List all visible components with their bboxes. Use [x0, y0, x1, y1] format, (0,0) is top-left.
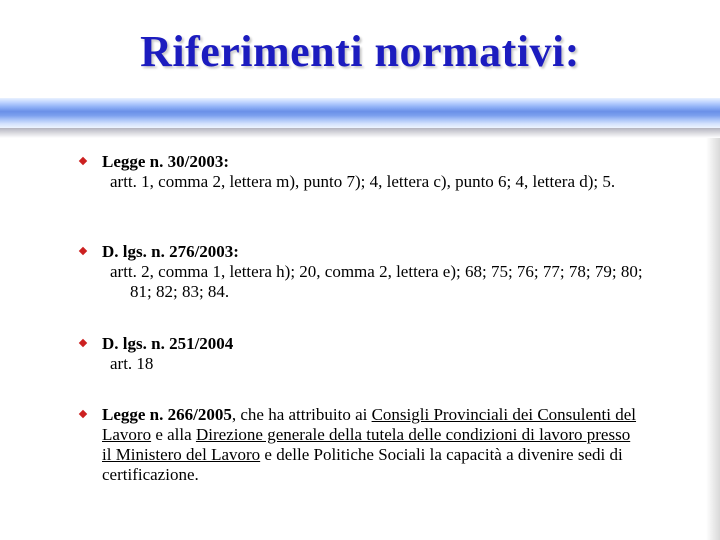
- item-detail: art. 18: [110, 354, 154, 373]
- slide-title: Riferimenti normativi:: [140, 27, 580, 76]
- item-text: , che ha attribuito ai: [231, 405, 372, 424]
- item-text: e delle Politiche Sociali la capacità a divenire sedi di certificazione.: [102, 445, 623, 484]
- diamond-bullet-icon: [79, 157, 87, 165]
- list-item-dlgs-251-2004: [80, 334, 660, 374]
- underlined-reference-consigli: Consigli Provinciali dei Consulenti del Lavoro: [102, 405, 637, 444]
- diamond-bullet-icon: [79, 410, 87, 418]
- slide-edge-shadow: [706, 138, 720, 540]
- list-item-legge-266-2005: [80, 405, 640, 485]
- item-paragraph: [102, 405, 640, 485]
- item-heading: D. lgs. n. 276/2003:: [102, 242, 239, 261]
- item-heading: Legge n. 30/2003:: [102, 152, 230, 171]
- title-bar-shadow: [0, 128, 720, 138]
- list-item-dlgs-276-2003: [80, 242, 660, 302]
- item-detail: artt. 1, comma 2, lettera m), punto 7); 4, lettera c), punto 6; 4, lettera d); 5.: [110, 172, 616, 191]
- diamond-bullet-icon: [79, 247, 87, 255]
- diamond-bullet-icon: [79, 339, 87, 347]
- item-heading: D. lgs. n. 251/2004: [102, 334, 234, 353]
- underlined-reference-direzione: Direzione generale della tutela delle condizioni di lavoro presso il Ministero del Lavoro: [102, 425, 631, 464]
- list-item-legge-30-2003: [80, 152, 660, 192]
- item-heading: Legge n. 266/2005: [102, 405, 232, 424]
- item-detail: artt. 2, comma 1, lettera h); 20, comma 2, lettera e); 68; 75; 76; 77; 78; 79; 80; 81; 82; 83; 84.: [110, 262, 643, 301]
- title-underline-bar: [0, 98, 720, 128]
- item-text: e alla: [151, 425, 196, 444]
